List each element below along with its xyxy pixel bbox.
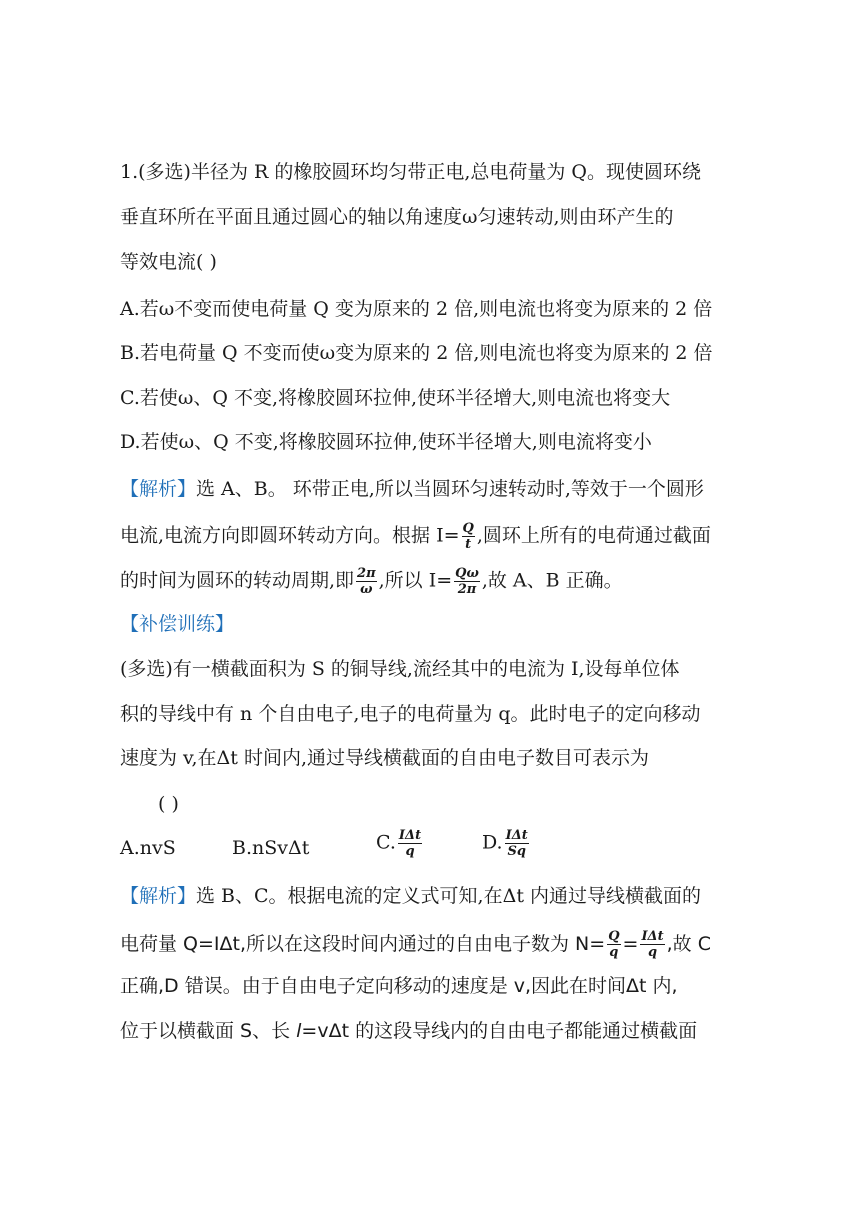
q1-option-a: A.若ω不变而使电荷量 Q 变为原来的 2 倍,则电流也将变为原来的 2 倍 xyxy=(120,298,713,320)
extra-analysis-line-3: 正确,D 错误。由于自由电子定向移动的速度是 v,因此在时间Δt 内, xyxy=(120,975,678,997)
q1-analysis-text: ,故 A、B 正确。 xyxy=(481,569,623,592)
q1-analysis-line-2 xyxy=(120,521,760,552)
extra-analysis-line-4 xyxy=(120,1019,760,1043)
fraction-denominator: Sq xyxy=(507,844,526,859)
fraction-numerator: IΔt xyxy=(505,828,528,843)
extra-stem-line-1: (多选)有一横截面积为 S 的铜导线,流经其中的电流为 I,设每单位体 xyxy=(120,658,680,680)
fraction-numerator: Qω xyxy=(455,566,479,581)
fraction-idt-over-q xyxy=(398,828,422,859)
q1-analysis-text: ,圆环上所有的电荷通过截面 xyxy=(476,524,711,547)
fraction-denominator: ω xyxy=(360,582,373,597)
extra-analysis-text: 选 B、C。根据电流的定义式可知,在Δt 内通过导线横截面的 xyxy=(196,885,701,907)
q1-option-c: C.若使ω、Q 不变,将橡胶圆环拉伸,使环半径增大,则电流也将变大 xyxy=(120,387,671,409)
q1-analysis-text: 选 A、B。 环带正电,所以当圆环匀速转动时,等效于一个圆形 xyxy=(196,478,704,500)
fraction-q-over-t xyxy=(462,521,475,552)
fraction-numerator: Q xyxy=(462,521,474,536)
fraction-idt-over-sq xyxy=(505,828,529,859)
extra-analysis-line-2 xyxy=(120,929,760,960)
q1-stem-line-1: 1.(多选)半径为 R 的橡胶圆环均匀带正电,总电荷量为 Q。现使圆环绕 xyxy=(120,161,701,183)
q1-analysis-text: ,所以 I= xyxy=(378,569,453,592)
fraction-denominator: q xyxy=(405,844,415,859)
extra-option-c xyxy=(376,828,424,859)
extra-option-b: B.nSvΔt xyxy=(232,837,310,859)
fraction-2pi-over-omega xyxy=(356,566,377,597)
q1-stem-line-2: 垂直环所在平面且通过圆心的轴以角速度ω匀速转动,则由环产生的 xyxy=(120,206,674,228)
extra-option-a: A.nvS xyxy=(120,837,176,859)
q1-analysis-line-1 xyxy=(120,477,760,501)
option-label: C. xyxy=(376,831,396,854)
q1-option-d: D.若使ω、Q 不变,将橡胶圆环拉伸,使环半径增大,则电流将变小 xyxy=(120,431,652,453)
fraction-denominator: q xyxy=(609,945,619,960)
analysis-tag: 【解析】 xyxy=(120,478,197,500)
fraction-denominator: 2π xyxy=(457,582,477,597)
extra-analysis-text: 电荷量 Q=IΔt,所以在这段时间内通过的自由电子数为 N= xyxy=(120,933,606,955)
fraction-idt-over-q xyxy=(640,929,664,960)
q1-analysis-text: 的时间为圆环的转动周期,即 xyxy=(120,569,355,592)
extra-analysis-text: =vΔt 的这段导线内的自由电子都能通过横截面 xyxy=(301,1020,698,1042)
extra-option-d xyxy=(482,828,531,859)
q1-option-b: B.若电荷量 Q 不变而使ω变为原来的 2 倍,则电流也将变为原来的 2 倍 xyxy=(120,342,713,364)
equals-sign: = xyxy=(622,933,639,955)
fraction-q-over-q xyxy=(607,929,620,960)
fraction-numerator: Q xyxy=(608,929,620,944)
extra-stem-line-2: 积的导线中有 n 个自由电子,电子的电荷量为 q。此时电子的定向移动 xyxy=(120,703,701,725)
extra-section-tag: 【补偿训练】 xyxy=(120,613,235,635)
q1-analysis-line-3 xyxy=(120,566,760,597)
q1-analysis-text: 电流,电流方向即圆环转动方向。根据 I= xyxy=(120,524,460,547)
fraction-denominator: t xyxy=(465,537,472,552)
fraction-numerator: IΔt xyxy=(641,929,664,944)
extra-stem-line-4: ( ) xyxy=(158,793,179,815)
option-label: D. xyxy=(482,831,503,854)
analysis-tag: 【解析】 xyxy=(120,885,197,907)
extra-stem-line-3: 速度为 v,在Δt 时间内,通过导线横截面的自由电子数目可表示为 xyxy=(120,747,649,769)
fraction-qomega-over-2pi xyxy=(454,566,480,597)
extra-analysis-text: ,故 C xyxy=(666,933,711,955)
fraction-denominator: q xyxy=(647,945,658,960)
length-symbol: l xyxy=(296,1020,302,1042)
extra-analysis-text: 位于以横截面 S、长 xyxy=(120,1020,297,1042)
fraction-numerator: 2π xyxy=(357,566,376,581)
extra-analysis-line-1 xyxy=(120,884,760,908)
fraction-numerator: IΔt xyxy=(398,828,422,843)
q1-stem-line-3: 等效电流( ) xyxy=(120,251,217,273)
